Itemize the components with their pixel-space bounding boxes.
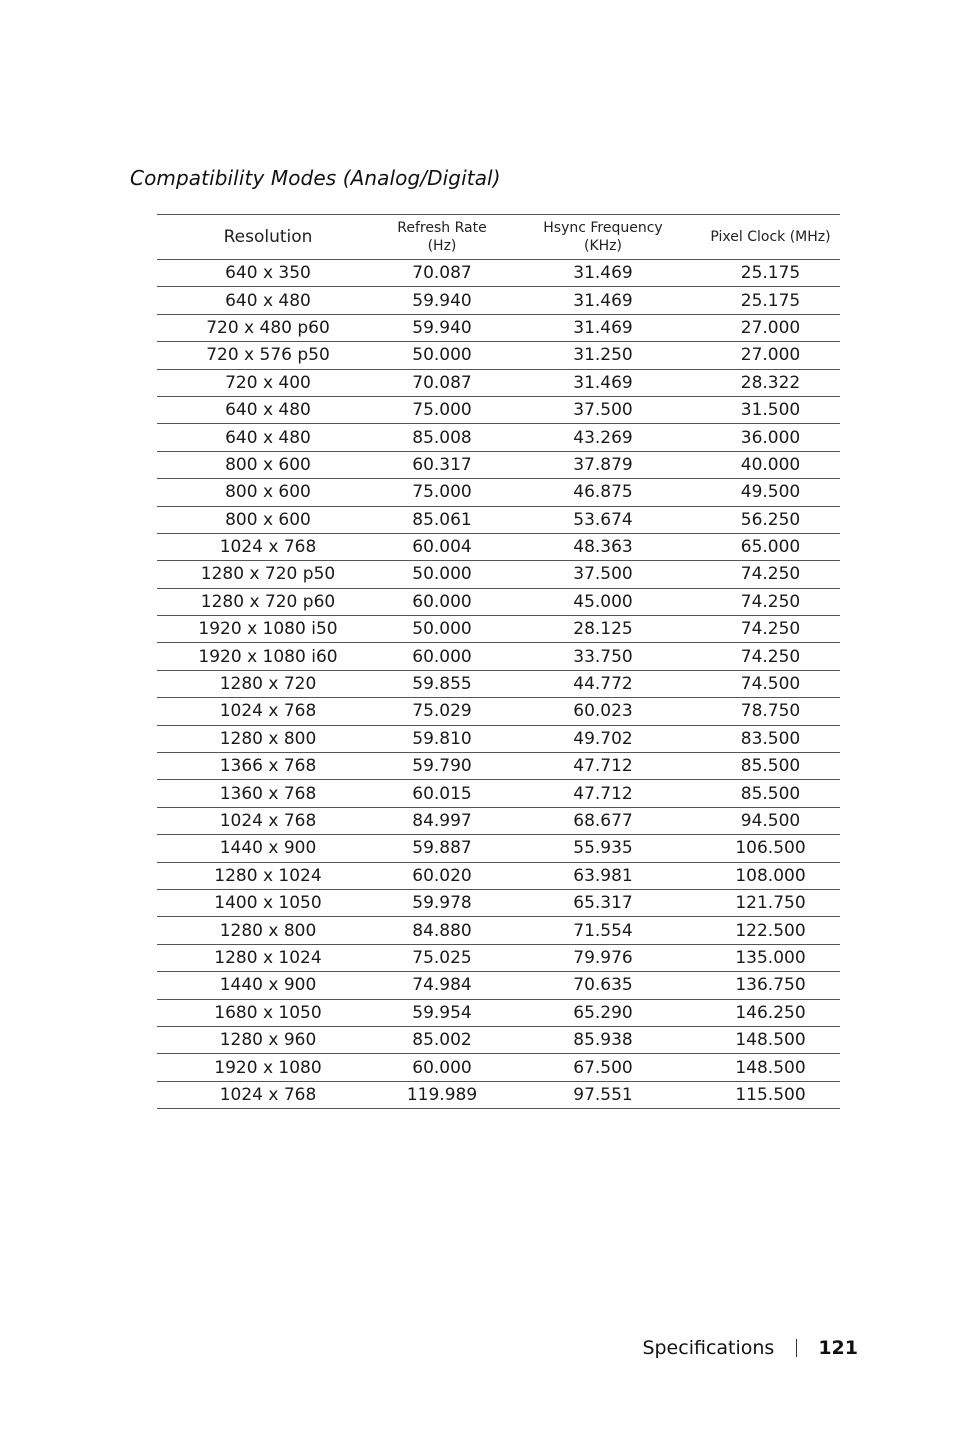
cell-hsync-frequency: 63.981 <box>505 862 701 889</box>
cell-refresh-rate: 59.954 <box>379 999 505 1026</box>
cell-hsync-frequency: 31.469 <box>505 260 701 287</box>
table-row <box>157 1081 840 1108</box>
header-refresh-rate-line1: Refresh Rate <box>397 220 487 236</box>
cell-hsync-frequency: 55.935 <box>505 835 701 862</box>
cell-pixel-clock: 148.500 <box>701 1054 840 1081</box>
page-footer <box>642 1337 858 1359</box>
cell-resolution: 720 x 480 p60 <box>157 314 379 341</box>
table-row <box>157 369 840 396</box>
header-pixel-clock-label: Pixel Clock (MHz) <box>710 229 831 245</box>
cell-hsync-frequency: 71.554 <box>505 917 701 944</box>
cell-refresh-rate: 84.880 <box>379 917 505 944</box>
cell-pixel-clock: 94.500 <box>701 807 840 834</box>
table-row <box>157 561 840 588</box>
cell-pixel-clock: 146.250 <box>701 999 840 1026</box>
footer-section-name: Specifications <box>642 1337 775 1359</box>
cell-pixel-clock: 27.000 <box>701 314 840 341</box>
header-refresh-rate-unit: (Hz) <box>427 238 457 254</box>
cell-refresh-rate: 85.002 <box>379 1026 505 1053</box>
cell-pixel-clock: 85.500 <box>701 753 840 780</box>
table-row <box>157 396 840 423</box>
cell-hsync-frequency: 47.712 <box>505 780 701 807</box>
cell-pixel-clock: 122.500 <box>701 917 840 944</box>
cell-pixel-clock: 31.500 <box>701 396 840 423</box>
cell-resolution: 640 x 350 <box>157 260 379 287</box>
cell-hsync-frequency: 60.023 <box>505 698 701 725</box>
cell-resolution: 1440 x 900 <box>157 972 379 999</box>
cell-refresh-rate: 50.000 <box>379 342 505 369</box>
cell-refresh-rate: 84.997 <box>379 807 505 834</box>
cell-pixel-clock: 74.250 <box>701 561 840 588</box>
table-row <box>157 725 840 752</box>
cell-pixel-clock: 121.750 <box>701 889 840 916</box>
page-number: 121 <box>818 1337 858 1359</box>
table-row <box>157 479 840 506</box>
table-row <box>157 753 840 780</box>
cell-resolution: 1024 x 768 <box>157 533 379 560</box>
cell-resolution: 1280 x 1024 <box>157 944 379 971</box>
cell-hsync-frequency: 49.702 <box>505 725 701 752</box>
cell-resolution: 1920 x 1080 <box>157 1054 379 1081</box>
table-row <box>157 862 840 889</box>
cell-refresh-rate: 60.004 <box>379 533 505 560</box>
cell-refresh-rate: 75.029 <box>379 698 505 725</box>
cell-resolution: 640 x 480 <box>157 396 379 423</box>
cell-refresh-rate: 59.810 <box>379 725 505 752</box>
cell-resolution: 1440 x 900 <box>157 835 379 862</box>
section-title: Compatibility Modes (Analog/Digital) <box>130 166 501 190</box>
cell-pixel-clock: 56.250 <box>701 506 840 533</box>
table-row <box>157 1026 840 1053</box>
cell-pixel-clock: 135.000 <box>701 944 840 971</box>
cell-refresh-rate: 60.000 <box>379 1054 505 1081</box>
cell-pixel-clock: 49.500 <box>701 479 840 506</box>
table-row <box>157 643 840 670</box>
table-row <box>157 835 840 862</box>
table-row <box>157 424 840 451</box>
cell-resolution: 1280 x 960 <box>157 1026 379 1053</box>
cell-resolution: 1024 x 768 <box>157 1081 379 1108</box>
compatibility-modes-table <box>157 214 840 1109</box>
cell-hsync-frequency: 37.500 <box>505 561 701 588</box>
table-row <box>157 889 840 916</box>
cell-pixel-clock: 74.250 <box>701 643 840 670</box>
cell-refresh-rate: 75.025 <box>379 944 505 971</box>
cell-pixel-clock: 136.750 <box>701 972 840 999</box>
cell-hsync-frequency: 45.000 <box>505 588 701 615</box>
cell-hsync-frequency: 31.469 <box>505 369 701 396</box>
cell-resolution: 800 x 600 <box>157 506 379 533</box>
cell-refresh-rate: 85.061 <box>379 506 505 533</box>
cell-refresh-rate: 59.940 <box>379 287 505 314</box>
header-resolution <box>157 215 379 260</box>
cell-resolution: 1280 x 800 <box>157 725 379 752</box>
cell-refresh-rate: 74.984 <box>379 972 505 999</box>
cell-resolution: 800 x 600 <box>157 479 379 506</box>
cell-pixel-clock: 108.000 <box>701 862 840 889</box>
cell-pixel-clock: 148.500 <box>701 1026 840 1053</box>
cell-hsync-frequency: 85.938 <box>505 1026 701 1053</box>
table-row <box>157 260 840 287</box>
cell-pixel-clock: 74.250 <box>701 588 840 615</box>
cell-hsync-frequency: 48.363 <box>505 533 701 560</box>
cell-pixel-clock: 65.000 <box>701 533 840 560</box>
cell-refresh-rate: 60.317 <box>379 451 505 478</box>
table-row <box>157 314 840 341</box>
cell-refresh-rate: 70.087 <box>379 369 505 396</box>
cell-hsync-frequency: 28.125 <box>505 616 701 643</box>
table-row <box>157 506 840 533</box>
cell-pixel-clock: 25.175 <box>701 287 840 314</box>
cell-refresh-rate: 50.000 <box>379 561 505 588</box>
cell-resolution: 1280 x 720 <box>157 670 379 697</box>
cell-hsync-frequency: 33.750 <box>505 643 701 670</box>
table-row <box>157 944 840 971</box>
cell-refresh-rate: 119.989 <box>379 1081 505 1108</box>
cell-resolution: 1280 x 1024 <box>157 862 379 889</box>
cell-refresh-rate: 60.015 <box>379 780 505 807</box>
cell-pixel-clock: 25.175 <box>701 260 840 287</box>
cell-resolution: 1366 x 768 <box>157 753 379 780</box>
header-hsync-line1: Hsync Frequency <box>543 220 663 236</box>
cell-resolution: 1024 x 768 <box>157 807 379 834</box>
cell-refresh-rate: 59.790 <box>379 753 505 780</box>
header-hsync-unit: (KHz) <box>584 238 622 254</box>
cell-pixel-clock: 85.500 <box>701 780 840 807</box>
cell-hsync-frequency: 46.875 <box>505 479 701 506</box>
cell-refresh-rate: 59.940 <box>379 314 505 341</box>
table-row <box>157 698 840 725</box>
table-row <box>157 287 840 314</box>
cell-refresh-rate: 70.087 <box>379 260 505 287</box>
cell-pixel-clock: 78.750 <box>701 698 840 725</box>
cell-pixel-clock: 106.500 <box>701 835 840 862</box>
cell-hsync-frequency: 37.879 <box>505 451 701 478</box>
cell-hsync-frequency: 47.712 <box>505 753 701 780</box>
table-row <box>157 451 840 478</box>
cell-pixel-clock: 28.322 <box>701 369 840 396</box>
table-row <box>157 533 840 560</box>
cell-resolution: 1024 x 768 <box>157 698 379 725</box>
cell-hsync-frequency: 97.551 <box>505 1081 701 1108</box>
cell-hsync-frequency: 37.500 <box>505 396 701 423</box>
cell-resolution: 1280 x 800 <box>157 917 379 944</box>
cell-resolution: 720 x 400 <box>157 369 379 396</box>
cell-resolution: 720 x 576 p50 <box>157 342 379 369</box>
cell-resolution: 1360 x 768 <box>157 780 379 807</box>
cell-pixel-clock: 115.500 <box>701 1081 840 1108</box>
table-row <box>157 780 840 807</box>
header-resolution-label: Resolution <box>223 227 313 247</box>
cell-pixel-clock: 74.250 <box>701 616 840 643</box>
cell-refresh-rate: 60.020 <box>379 862 505 889</box>
footer-separator <box>796 1339 797 1357</box>
header-pixel-clock <box>701 215 840 260</box>
table-row <box>157 999 840 1026</box>
cell-resolution: 800 x 600 <box>157 451 379 478</box>
table-row <box>157 917 840 944</box>
table-row <box>157 342 840 369</box>
cell-pixel-clock: 83.500 <box>701 725 840 752</box>
cell-resolution: 1400 x 1050 <box>157 889 379 916</box>
cell-hsync-frequency: 31.469 <box>505 287 701 314</box>
cell-hsync-frequency: 68.677 <box>505 807 701 834</box>
table-row <box>157 807 840 834</box>
header-hsync-frequency <box>505 215 701 260</box>
table-row <box>157 588 840 615</box>
cell-hsync-frequency: 65.317 <box>505 889 701 916</box>
cell-refresh-rate: 60.000 <box>379 643 505 670</box>
cell-pixel-clock: 27.000 <box>701 342 840 369</box>
cell-hsync-frequency: 44.772 <box>505 670 701 697</box>
cell-refresh-rate: 59.978 <box>379 889 505 916</box>
cell-resolution: 640 x 480 <box>157 424 379 451</box>
header-refresh-rate <box>379 215 505 260</box>
cell-hsync-frequency: 31.469 <box>505 314 701 341</box>
cell-refresh-rate: 59.855 <box>379 670 505 697</box>
cell-resolution: 1920 x 1080 i50 <box>157 616 379 643</box>
cell-resolution: 640 x 480 <box>157 287 379 314</box>
cell-pixel-clock: 36.000 <box>701 424 840 451</box>
table-row <box>157 616 840 643</box>
table-row <box>157 972 840 999</box>
cell-hsync-frequency: 70.635 <box>505 972 701 999</box>
cell-refresh-rate: 60.000 <box>379 588 505 615</box>
cell-refresh-rate: 59.887 <box>379 835 505 862</box>
cell-resolution: 1280 x 720 p60 <box>157 588 379 615</box>
cell-refresh-rate: 50.000 <box>379 616 505 643</box>
table-row <box>157 1054 840 1081</box>
table-row <box>157 670 840 697</box>
cell-hsync-frequency: 53.674 <box>505 506 701 533</box>
cell-hsync-frequency: 43.269 <box>505 424 701 451</box>
table-header-row <box>157 215 840 260</box>
cell-hsync-frequency: 79.976 <box>505 944 701 971</box>
cell-resolution: 1920 x 1080 i60 <box>157 643 379 670</box>
table-body <box>157 260 840 1109</box>
cell-refresh-rate: 75.000 <box>379 479 505 506</box>
cell-refresh-rate: 85.008 <box>379 424 505 451</box>
cell-resolution: 1680 x 1050 <box>157 999 379 1026</box>
cell-refresh-rate: 75.000 <box>379 396 505 423</box>
cell-hsync-frequency: 31.250 <box>505 342 701 369</box>
cell-pixel-clock: 40.000 <box>701 451 840 478</box>
cell-hsync-frequency: 67.500 <box>505 1054 701 1081</box>
cell-hsync-frequency: 65.290 <box>505 999 701 1026</box>
cell-resolution: 1280 x 720 p50 <box>157 561 379 588</box>
cell-pixel-clock: 74.500 <box>701 670 840 697</box>
